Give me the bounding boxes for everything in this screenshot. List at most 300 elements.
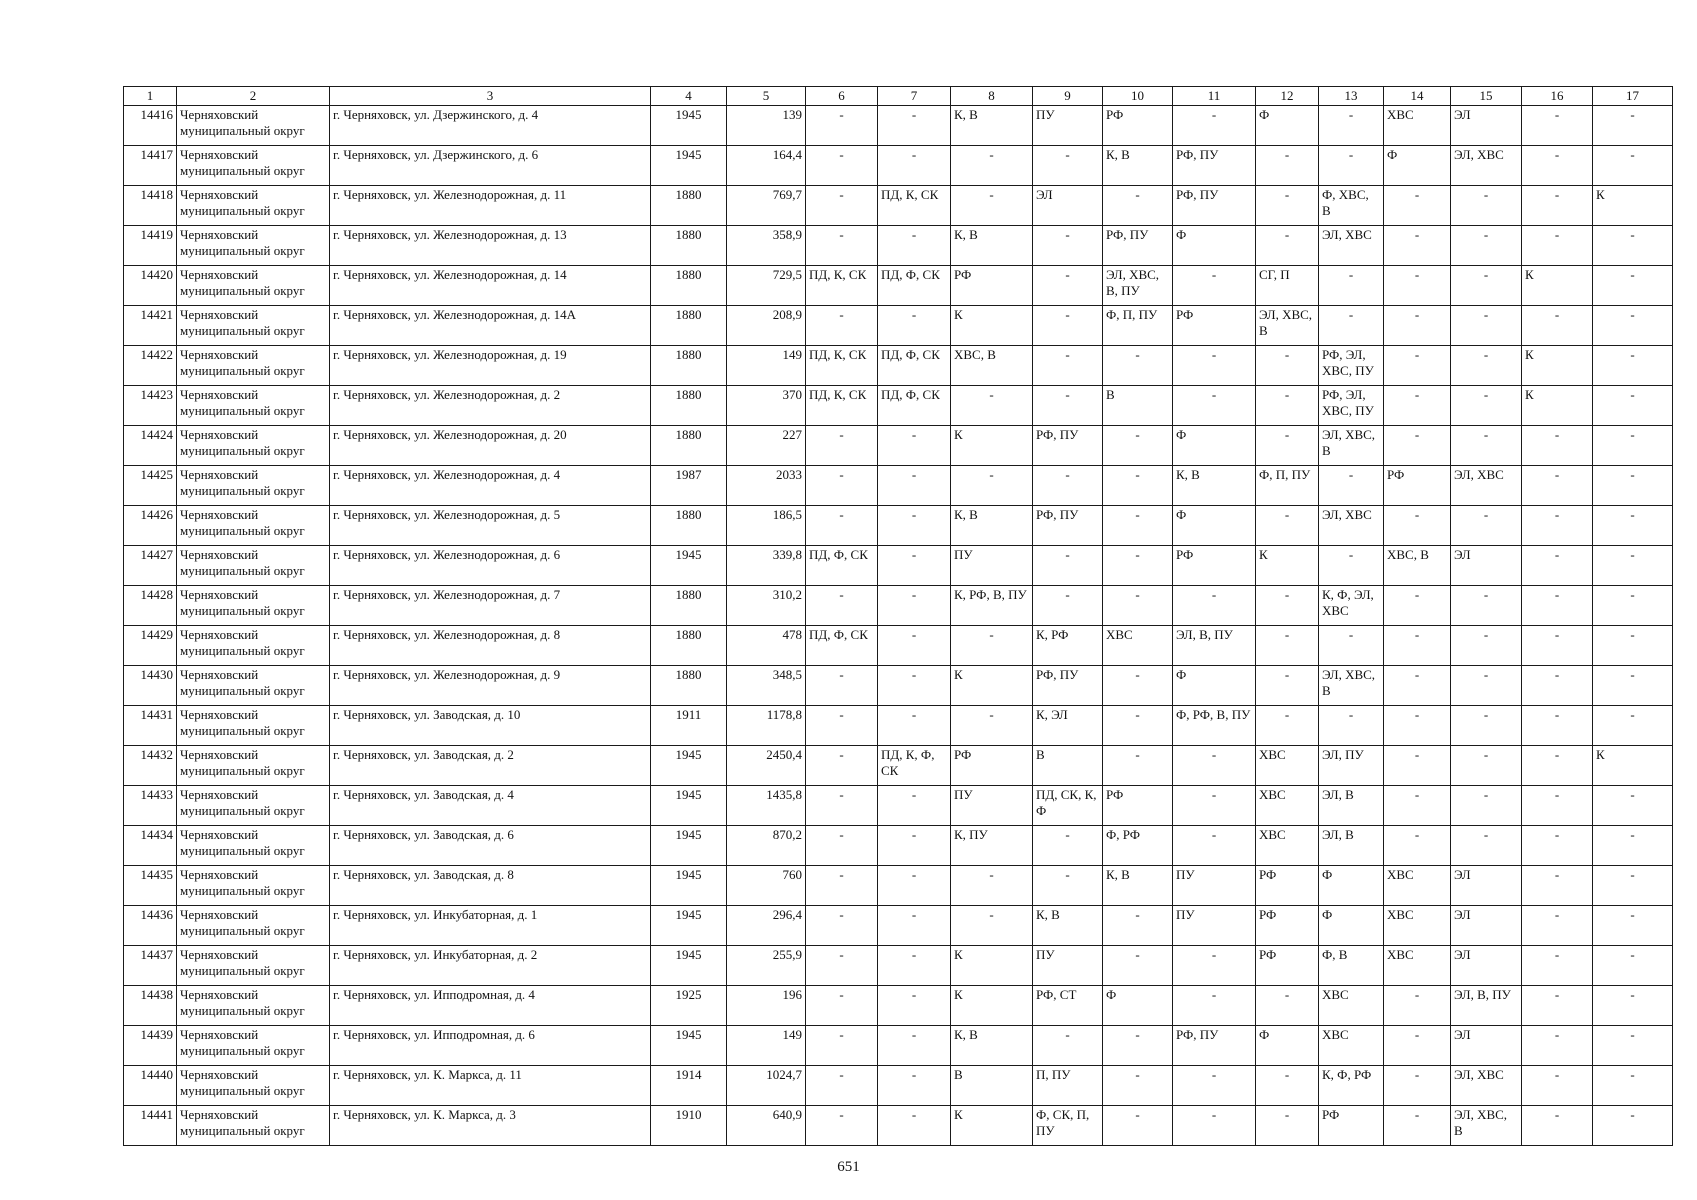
table-cell-col-10: - bbox=[1103, 466, 1173, 506]
table-cell-col-8: - bbox=[951, 906, 1033, 946]
table-row bbox=[124, 986, 1673, 1026]
table-cell-col-17: - bbox=[1593, 426, 1673, 466]
table-cell-col-6: - bbox=[806, 946, 878, 986]
table-cell-col-5: 186,5 bbox=[727, 506, 806, 546]
table-row bbox=[124, 226, 1673, 266]
table-cell-col-13: Ф bbox=[1319, 906, 1384, 946]
table-cell-col-9: ПУ bbox=[1033, 106, 1103, 146]
table-cell-col-1: 14428 bbox=[124, 586, 177, 626]
table-cell-col-9: РФ, СТ bbox=[1033, 986, 1103, 1026]
table-cell-col-12: - bbox=[1256, 226, 1319, 266]
table-cell-col-3: г. Черняховск, ул. Железнодорожная, д. 11 bbox=[330, 186, 651, 226]
table-cell-col-4: 1945 bbox=[651, 146, 727, 186]
table-cell-col-17: - bbox=[1593, 1106, 1673, 1146]
table-cell-col-8: - bbox=[951, 186, 1033, 226]
table-cell-col-6: ПД, К, СК bbox=[806, 386, 878, 426]
table-cell-col-1: 14423 bbox=[124, 386, 177, 426]
table-cell-col-12: ЭЛ, ХВС, В bbox=[1256, 306, 1319, 346]
table-cell-col-4: 1880 bbox=[651, 266, 727, 306]
table-cell-col-17: К bbox=[1593, 746, 1673, 786]
housing-register-table bbox=[123, 86, 1673, 1146]
table-cell-col-5: 310,2 bbox=[727, 586, 806, 626]
table-cell-col-2: Черняховский муниципальный округ bbox=[177, 946, 330, 986]
table-cell-col-2: Черняховский муниципальный округ bbox=[177, 746, 330, 786]
table-cell-col-1: 14429 bbox=[124, 626, 177, 666]
page-number: 651 bbox=[837, 1159, 860, 1175]
table-row bbox=[124, 666, 1673, 706]
column-header-6: 6 bbox=[806, 87, 878, 106]
table-cell-col-3: г. Черняховск, ул. Заводская, д. 4 bbox=[330, 786, 651, 826]
table-cell-col-10: - bbox=[1103, 1026, 1173, 1066]
table-cell-col-1: 14425 bbox=[124, 466, 177, 506]
table-cell-col-14: РФ bbox=[1384, 466, 1451, 506]
table-cell-col-15: ЭЛ bbox=[1451, 106, 1522, 146]
table-cell-col-4: 1880 bbox=[651, 506, 727, 546]
table-cell-col-6: - bbox=[806, 226, 878, 266]
table-cell-col-1: 14416 bbox=[124, 106, 177, 146]
table-cell-col-3: г. Черняховск, ул. Дзержинского, д. 6 bbox=[330, 146, 651, 186]
table-cell-col-8: ПУ bbox=[951, 546, 1033, 586]
table-cell-col-11: РФ, ПУ bbox=[1173, 146, 1256, 186]
table-cell-col-6: - bbox=[806, 186, 878, 226]
table-cell-col-3: г. Черняховск, ул. Железнодорожная, д. 14А bbox=[330, 306, 651, 346]
table-cell-col-15: - bbox=[1451, 266, 1522, 306]
table-cell-col-8: ПУ bbox=[951, 786, 1033, 826]
table-cell-col-6: - bbox=[806, 666, 878, 706]
table-cell-col-14: - bbox=[1384, 786, 1451, 826]
table-cell-col-12: - bbox=[1256, 186, 1319, 226]
table-cell-col-17: - bbox=[1593, 826, 1673, 866]
table-cell-col-16: - bbox=[1522, 986, 1593, 1026]
table-cell-col-10: - bbox=[1103, 1106, 1173, 1146]
table-cell-col-11: Ф bbox=[1173, 226, 1256, 266]
table-cell-col-11: РФ bbox=[1173, 546, 1256, 586]
table-cell-col-6: ПД, К, СК bbox=[806, 266, 878, 306]
table-cell-col-10: Ф, П, ПУ bbox=[1103, 306, 1173, 346]
table-cell-col-9: В bbox=[1033, 746, 1103, 786]
table-cell-col-5: 149 bbox=[727, 346, 806, 386]
table-cell-col-3: г. Черняховск, ул. Железнодорожная, д. 2 bbox=[330, 386, 651, 426]
table-cell-col-2: Черняховский муниципальный округ bbox=[177, 306, 330, 346]
table-cell-col-13: - bbox=[1319, 306, 1384, 346]
table-cell-col-16: - bbox=[1522, 106, 1593, 146]
column-header-17: 17 bbox=[1593, 87, 1673, 106]
table-row bbox=[124, 906, 1673, 946]
table-cell-col-3: г. Черняховск, ул. Железнодорожная, д. 19 bbox=[330, 346, 651, 386]
table-cell-col-11: - bbox=[1173, 946, 1256, 986]
table-cell-col-12: РФ bbox=[1256, 906, 1319, 946]
table-cell-col-14: - bbox=[1384, 226, 1451, 266]
table-cell-col-6: - bbox=[806, 866, 878, 906]
table-cell-col-6: - bbox=[806, 146, 878, 186]
table-cell-col-14: - bbox=[1384, 306, 1451, 346]
table-cell-col-3: г. Черняховск, ул. К. Маркса, д. 11 bbox=[330, 1066, 651, 1106]
table-cell-col-8: РФ bbox=[951, 266, 1033, 306]
table-cell-col-4: 1911 bbox=[651, 706, 727, 746]
table-cell-col-8: - bbox=[951, 706, 1033, 746]
table-cell-col-10: - bbox=[1103, 506, 1173, 546]
table-cell-col-5: 255,9 bbox=[727, 946, 806, 986]
table-cell-col-8: К, В bbox=[951, 226, 1033, 266]
table-cell-col-2: Черняховский муниципальный округ bbox=[177, 986, 330, 1026]
table-cell-col-1: 14418 bbox=[124, 186, 177, 226]
table-cell-col-15: ЭЛ bbox=[1451, 546, 1522, 586]
table-cell-col-7: - bbox=[878, 786, 951, 826]
table-cell-col-13: ЭЛ, ХВС bbox=[1319, 506, 1384, 546]
table-cell-col-15: - bbox=[1451, 746, 1522, 786]
table-cell-col-3: г. Черняховск, ул. Ипподромная, д. 4 bbox=[330, 986, 651, 1026]
column-header-13: 13 bbox=[1319, 87, 1384, 106]
table-cell-col-17: - bbox=[1593, 946, 1673, 986]
column-number-row bbox=[124, 87, 1673, 106]
table-cell-col-10: РФ, ПУ bbox=[1103, 226, 1173, 266]
table-cell-col-11: - bbox=[1173, 1106, 1256, 1146]
table-cell-col-9: - bbox=[1033, 226, 1103, 266]
table-cell-col-16: - bbox=[1522, 666, 1593, 706]
table-cell-col-3: г. Черняховск, ул. Дзержинского, д. 4 bbox=[330, 106, 651, 146]
table-cell-col-15: - bbox=[1451, 386, 1522, 426]
table-cell-col-1: 14437 bbox=[124, 946, 177, 986]
table-cell-col-14: - bbox=[1384, 986, 1451, 1026]
table-cell-col-17: - bbox=[1593, 866, 1673, 906]
table-cell-col-13: Ф bbox=[1319, 866, 1384, 906]
table-cell-col-17: - bbox=[1593, 1066, 1673, 1106]
column-header-4: 4 bbox=[651, 87, 727, 106]
table-cell-col-2: Черняховский муниципальный округ bbox=[177, 906, 330, 946]
table-cell-col-6: - bbox=[806, 706, 878, 746]
table-cell-col-9: - bbox=[1033, 1026, 1103, 1066]
table-cell-col-9: П, ПУ bbox=[1033, 1066, 1103, 1106]
table-cell-col-16: К bbox=[1522, 386, 1593, 426]
table-cell-col-14: - bbox=[1384, 266, 1451, 306]
table-cell-col-14: - bbox=[1384, 1066, 1451, 1106]
table-cell-col-12: - bbox=[1256, 146, 1319, 186]
table-body bbox=[124, 106, 1673, 1146]
table-cell-col-9: РФ, ПУ bbox=[1033, 426, 1103, 466]
table-row bbox=[124, 386, 1673, 426]
table-cell-col-8: К, В bbox=[951, 106, 1033, 146]
table-cell-col-2: Черняховский муниципальный округ bbox=[177, 666, 330, 706]
table-cell-col-15: ЭЛ bbox=[1451, 1026, 1522, 1066]
table-cell-col-6: - bbox=[806, 1066, 878, 1106]
table-cell-col-12: - bbox=[1256, 586, 1319, 626]
table-cell-col-16: - bbox=[1522, 866, 1593, 906]
column-header-11: 11 bbox=[1173, 87, 1256, 106]
table-cell-col-13: - bbox=[1319, 266, 1384, 306]
table-cell-col-13: - bbox=[1319, 626, 1384, 666]
table-cell-col-6: - bbox=[806, 466, 878, 506]
table-cell-col-4: 1987 bbox=[651, 466, 727, 506]
table-cell-col-5: 196 bbox=[727, 986, 806, 1026]
table-cell-col-1: 14440 bbox=[124, 1066, 177, 1106]
table-cell-col-16: - bbox=[1522, 506, 1593, 546]
table-cell-col-14: ХВС, В bbox=[1384, 546, 1451, 586]
table-cell-col-17: - bbox=[1593, 786, 1673, 826]
table-cell-col-13: К, Ф, ЭЛ, ХВС bbox=[1319, 586, 1384, 626]
table-cell-col-2: Черняховский муниципальный округ bbox=[177, 386, 330, 426]
table-cell-col-10: ХВС bbox=[1103, 626, 1173, 666]
table-cell-col-6: - bbox=[806, 986, 878, 1026]
column-header-1: 1 bbox=[124, 87, 177, 106]
table-cell-col-3: г. Черняховск, ул. Железнодорожная, д. 20 bbox=[330, 426, 651, 466]
table-cell-col-3: г. Черняховск, ул. Заводская, д. 2 bbox=[330, 746, 651, 786]
table-cell-col-13: ЭЛ, ХВС, В bbox=[1319, 426, 1384, 466]
table-cell-col-12: - bbox=[1256, 666, 1319, 706]
table-cell-col-10: ЭЛ, ХВС, В, ПУ bbox=[1103, 266, 1173, 306]
table-cell-col-14: - bbox=[1384, 386, 1451, 426]
table-cell-col-10: - bbox=[1103, 746, 1173, 786]
column-header-10: 10 bbox=[1103, 87, 1173, 106]
table-cell-col-10: - bbox=[1103, 666, 1173, 706]
table-cell-col-15: ЭЛ bbox=[1451, 946, 1522, 986]
table-cell-col-17: - bbox=[1593, 386, 1673, 426]
table-cell-col-9: Ф, СК, П, ПУ bbox=[1033, 1106, 1103, 1146]
table-cell-col-16: - bbox=[1522, 546, 1593, 586]
table-cell-col-12: К bbox=[1256, 546, 1319, 586]
table-cell-col-3: г. Черняховск, ул. Железнодорожная, д. 8 bbox=[330, 626, 651, 666]
table-row bbox=[124, 1106, 1673, 1146]
table-cell-col-9: ЭЛ bbox=[1033, 186, 1103, 226]
table-cell-col-5: 2450,4 bbox=[727, 746, 806, 786]
table-cell-col-13: ХВС bbox=[1319, 1026, 1384, 1066]
table-row bbox=[124, 946, 1673, 986]
table-cell-col-11: ПУ bbox=[1173, 866, 1256, 906]
table-cell-col-5: 2033 bbox=[727, 466, 806, 506]
table-cell-col-11: РФ, ПУ bbox=[1173, 1026, 1256, 1066]
table-cell-col-9: РФ, ПУ bbox=[1033, 506, 1103, 546]
table-cell-col-13: ЭЛ, В bbox=[1319, 786, 1384, 826]
table-cell-col-17: - bbox=[1593, 106, 1673, 146]
table-cell-col-8: РФ bbox=[951, 746, 1033, 786]
table-cell-col-17: - bbox=[1593, 466, 1673, 506]
table-cell-col-13: РФ bbox=[1319, 1106, 1384, 1146]
table-cell-col-1: 14421 bbox=[124, 306, 177, 346]
table-cell-col-13: ЭЛ, ПУ bbox=[1319, 746, 1384, 786]
table-cell-col-4: 1880 bbox=[651, 346, 727, 386]
table-cell-col-2: Черняховский муниципальный округ bbox=[177, 506, 330, 546]
table-cell-col-5: 339,8 bbox=[727, 546, 806, 586]
table-cell-col-3: г. Черняховск, ул. Инкубаторная, д. 2 bbox=[330, 946, 651, 986]
table-row bbox=[124, 106, 1673, 146]
table-cell-col-2: Черняховский муниципальный округ bbox=[177, 546, 330, 586]
register-sheet bbox=[123, 86, 1672, 1146]
table-cell-col-16: - bbox=[1522, 826, 1593, 866]
table-row bbox=[124, 626, 1673, 666]
table-cell-col-3: г. Черняховск, ул. Железнодорожная, д. 14 bbox=[330, 266, 651, 306]
table-cell-col-5: 1178,8 bbox=[727, 706, 806, 746]
table-cell-col-2: Черняховский муниципальный округ bbox=[177, 346, 330, 386]
table-cell-col-11: - bbox=[1173, 786, 1256, 826]
table-cell-col-4: 1945 bbox=[651, 866, 727, 906]
table-cell-col-17: - bbox=[1593, 626, 1673, 666]
table-cell-col-7: - bbox=[878, 946, 951, 986]
table-cell-col-13: - bbox=[1319, 466, 1384, 506]
table-cell-col-11: РФ, ПУ bbox=[1173, 186, 1256, 226]
table-cell-col-6: - bbox=[806, 306, 878, 346]
table-cell-col-15: - bbox=[1451, 626, 1522, 666]
table-cell-col-10: - bbox=[1103, 946, 1173, 986]
table-cell-col-15: - bbox=[1451, 826, 1522, 866]
table-cell-col-11: Ф bbox=[1173, 506, 1256, 546]
table-cell-col-17: - bbox=[1593, 706, 1673, 746]
table-cell-col-12: Ф bbox=[1256, 106, 1319, 146]
table-cell-col-16: - bbox=[1522, 906, 1593, 946]
table-cell-col-2: Черняховский муниципальный округ bbox=[177, 866, 330, 906]
table-cell-col-2: Черняховский муниципальный округ bbox=[177, 186, 330, 226]
table-cell-col-7: - bbox=[878, 306, 951, 346]
table-cell-col-1: 14441 bbox=[124, 1106, 177, 1146]
table-cell-col-12: ХВС bbox=[1256, 786, 1319, 826]
table-cell-col-6: ПД, Ф, СК bbox=[806, 626, 878, 666]
table-cell-col-3: г. Черняховск, ул. Железнодорожная, д. 6 bbox=[330, 546, 651, 586]
table-cell-col-3: г. Черняховск, ул. Железнодорожная, д. 13 bbox=[330, 226, 651, 266]
table-cell-col-7: - bbox=[878, 586, 951, 626]
table-cell-col-14: - bbox=[1384, 506, 1451, 546]
table-cell-col-16: - bbox=[1522, 1026, 1593, 1066]
table-cell-col-9: К, ЭЛ bbox=[1033, 706, 1103, 746]
table-cell-col-5: 149 bbox=[727, 1026, 806, 1066]
table-cell-col-17: К bbox=[1593, 186, 1673, 226]
table-cell-col-7: - bbox=[878, 546, 951, 586]
table-cell-col-10: К, В bbox=[1103, 866, 1173, 906]
table-cell-col-5: 139 bbox=[727, 106, 806, 146]
table-cell-col-11: - bbox=[1173, 746, 1256, 786]
table-cell-col-5: 164,4 bbox=[727, 146, 806, 186]
table-cell-col-7: - bbox=[878, 1106, 951, 1146]
table-cell-col-9: - bbox=[1033, 386, 1103, 426]
table-cell-col-13: ХВС bbox=[1319, 986, 1384, 1026]
table-cell-col-4: 1880 bbox=[651, 186, 727, 226]
table-cell-col-16: - bbox=[1522, 706, 1593, 746]
table-cell-col-9: - bbox=[1033, 586, 1103, 626]
table-cell-col-12: - bbox=[1256, 626, 1319, 666]
table-cell-col-7: - bbox=[878, 826, 951, 866]
table-cell-col-7: ПД, Ф, СК bbox=[878, 386, 951, 426]
table-cell-col-6: - bbox=[806, 586, 878, 626]
table-cell-col-7: - bbox=[878, 706, 951, 746]
table-cell-col-12: СГ, П bbox=[1256, 266, 1319, 306]
table-cell-col-17: - bbox=[1593, 506, 1673, 546]
table-cell-col-7: ПД, Ф, СК bbox=[878, 266, 951, 306]
table-row bbox=[124, 306, 1673, 346]
table-cell-col-6: ПД, Ф, СК bbox=[806, 546, 878, 586]
table-cell-col-3: г. Черняховск, ул. Железнодорожная, д. 5 bbox=[330, 506, 651, 546]
table-cell-col-9: ПУ bbox=[1033, 946, 1103, 986]
table-cell-col-5: 1435,8 bbox=[727, 786, 806, 826]
table-cell-col-10: - bbox=[1103, 1066, 1173, 1106]
table-cell-col-6: - bbox=[806, 1026, 878, 1066]
table-cell-col-10: - bbox=[1103, 186, 1173, 226]
table-cell-col-1: 14427 bbox=[124, 546, 177, 586]
table-cell-col-5: 729,5 bbox=[727, 266, 806, 306]
table-cell-col-9: - bbox=[1033, 306, 1103, 346]
table-cell-col-1: 14434 bbox=[124, 826, 177, 866]
table-cell-col-15: - bbox=[1451, 226, 1522, 266]
table-cell-col-1: 14422 bbox=[124, 346, 177, 386]
table-cell-col-12: Ф, П, ПУ bbox=[1256, 466, 1319, 506]
table-cell-col-8: В bbox=[951, 1066, 1033, 1106]
table-cell-col-7: - bbox=[878, 986, 951, 1026]
table-cell-col-5: 227 bbox=[727, 426, 806, 466]
column-header-14: 14 bbox=[1384, 87, 1451, 106]
table-cell-col-16: - bbox=[1522, 466, 1593, 506]
table-cell-col-4: 1925 bbox=[651, 986, 727, 1026]
table-cell-col-13: РФ, ЭЛ, ХВС, ПУ bbox=[1319, 346, 1384, 386]
table-cell-col-14: - bbox=[1384, 426, 1451, 466]
table-cell-col-11: РФ bbox=[1173, 306, 1256, 346]
table-cell-col-2: Черняховский муниципальный округ bbox=[177, 706, 330, 746]
table-cell-col-11: - bbox=[1173, 586, 1256, 626]
column-header-12: 12 bbox=[1256, 87, 1319, 106]
table-cell-col-16: - bbox=[1522, 746, 1593, 786]
table-cell-col-6: - bbox=[806, 426, 878, 466]
table-cell-col-9: - bbox=[1033, 346, 1103, 386]
table-cell-col-15: - bbox=[1451, 706, 1522, 746]
table-row bbox=[124, 186, 1673, 226]
table-cell-col-6: - bbox=[806, 746, 878, 786]
table-cell-col-1: 14417 bbox=[124, 146, 177, 186]
table-cell-col-17: - bbox=[1593, 266, 1673, 306]
table-cell-col-2: Черняховский муниципальный округ bbox=[177, 426, 330, 466]
table-cell-col-4: 1880 bbox=[651, 426, 727, 466]
table-cell-col-8: К bbox=[951, 666, 1033, 706]
table-cell-col-14: - bbox=[1384, 746, 1451, 786]
table-cell-col-17: - bbox=[1593, 306, 1673, 346]
table-cell-col-8: К, ПУ bbox=[951, 826, 1033, 866]
table-cell-col-14: ХВС bbox=[1384, 906, 1451, 946]
table-cell-col-13: Ф, ХВС, В bbox=[1319, 186, 1384, 226]
table-cell-col-15: - bbox=[1451, 666, 1522, 706]
table-cell-col-2: Черняховский муниципальный округ bbox=[177, 1066, 330, 1106]
table-cell-col-14: ХВС bbox=[1384, 866, 1451, 906]
table-cell-col-16: - bbox=[1522, 586, 1593, 626]
table-cell-col-10: - bbox=[1103, 346, 1173, 386]
table-cell-col-2: Черняховский муниципальный округ bbox=[177, 146, 330, 186]
table-cell-col-16: - bbox=[1522, 626, 1593, 666]
table-header bbox=[124, 87, 1673, 106]
table-cell-col-13: - bbox=[1319, 106, 1384, 146]
table-cell-col-3: г. Черняховск, ул. Инкубаторная, д. 1 bbox=[330, 906, 651, 946]
table-row bbox=[124, 586, 1673, 626]
table-cell-col-2: Черняховский муниципальный округ bbox=[177, 786, 330, 826]
table-cell-col-4: 1945 bbox=[651, 106, 727, 146]
table-cell-col-17: - bbox=[1593, 226, 1673, 266]
table-row bbox=[124, 346, 1673, 386]
table-cell-col-1: 14431 bbox=[124, 706, 177, 746]
table-row bbox=[124, 866, 1673, 906]
table-cell-col-8: К, РФ, В, ПУ bbox=[951, 586, 1033, 626]
table-cell-col-2: Черняховский муниципальный округ bbox=[177, 626, 330, 666]
table-cell-col-9: - bbox=[1033, 266, 1103, 306]
table-cell-col-7: ПД, К, Ф, СК bbox=[878, 746, 951, 786]
table-cell-col-11: Ф bbox=[1173, 426, 1256, 466]
table-cell-col-12: РФ bbox=[1256, 946, 1319, 986]
table-cell-col-9: РФ, ПУ bbox=[1033, 666, 1103, 706]
table-cell-col-4: 1945 bbox=[651, 786, 727, 826]
table-cell-col-17: - bbox=[1593, 346, 1673, 386]
table-cell-col-2: Черняховский муниципальный округ bbox=[177, 266, 330, 306]
table-cell-col-9: К, В bbox=[1033, 906, 1103, 946]
table-cell-col-3: г. Черняховск, ул. Заводская, д. 10 bbox=[330, 706, 651, 746]
column-header-7: 7 bbox=[878, 87, 951, 106]
table-cell-col-13: К, Ф, РФ bbox=[1319, 1066, 1384, 1106]
table-cell-col-15: ЭЛ, ХВС bbox=[1451, 466, 1522, 506]
table-cell-col-17: - bbox=[1593, 546, 1673, 586]
table-cell-col-4: 1945 bbox=[651, 546, 727, 586]
table-cell-col-13: - bbox=[1319, 706, 1384, 746]
table-cell-col-9: - bbox=[1033, 546, 1103, 586]
table-row bbox=[124, 546, 1673, 586]
